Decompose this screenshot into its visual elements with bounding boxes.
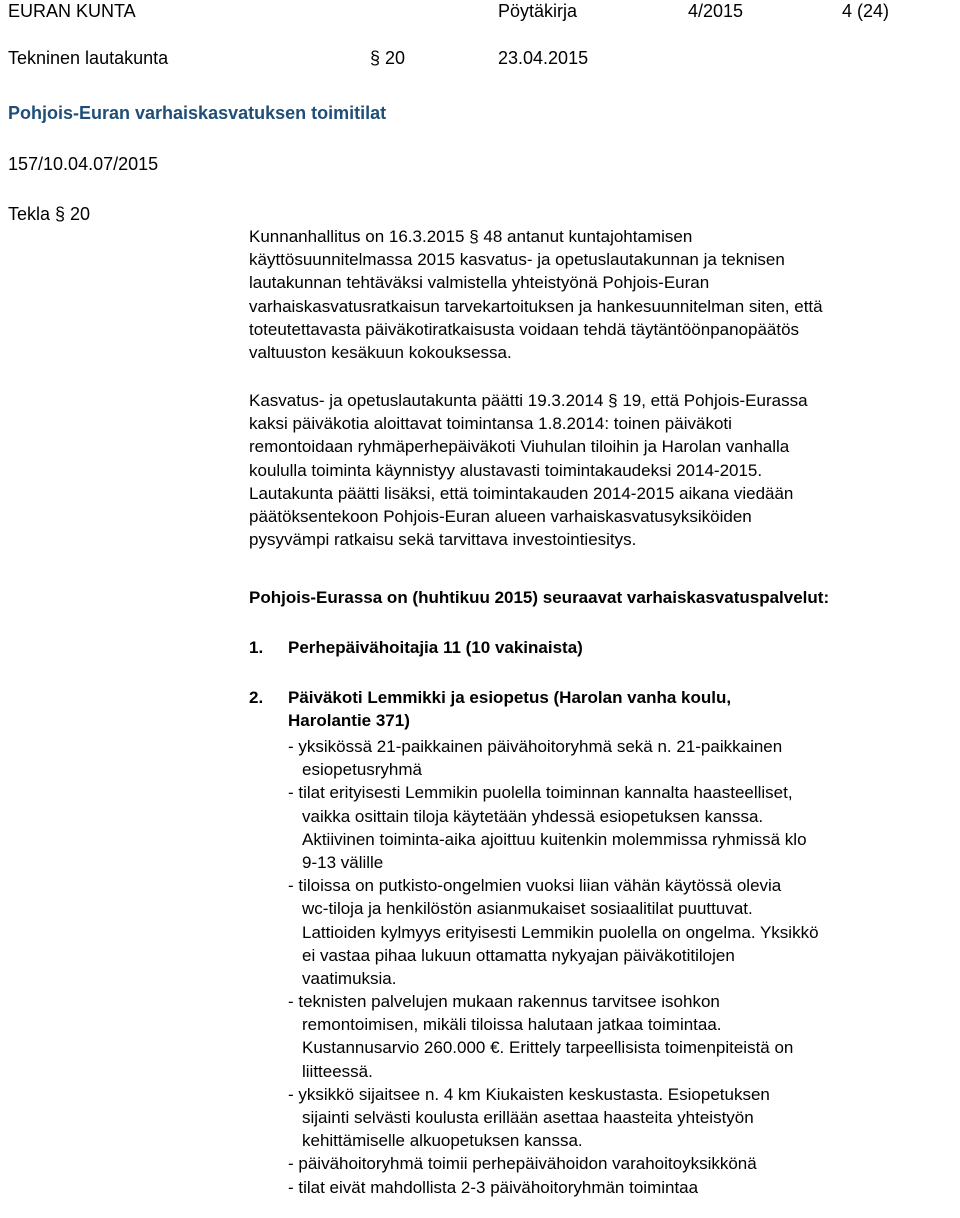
detail-line: Lattioiden kylmyys erityisesti Lemmikin puolella on ongelma. Yksikkö — [302, 922, 819, 942]
list-number-1: 1. — [249, 638, 264, 657]
text-line: varhaiskasvatusratkaisun tarvekartoituksen ja hankesuunnitelman siten, että — [249, 296, 823, 316]
text-line: remontoidaan ryhmäperhepäiväkoti Viuhulan tiloihin ja Harolan vanhalla — [249, 437, 790, 457]
detail-line: liitteessä. — [302, 1061, 373, 1081]
tekla-section: Tekla § 20 — [8, 204, 91, 224]
meeting-date: 23.04.2015 — [498, 48, 589, 68]
list-item-1: Perhepäivähoitajia 11 (10 vakinaista) — [288, 638, 583, 657]
doc-number: 4/2015 — [688, 1, 744, 21]
detail-line: - yksikössä 21-paikkainen päivähoitoryhmä sekä n. 21-paikkainen — [288, 737, 783, 756]
list-item-2-details — [288, 735, 819, 1199]
section-number: § 20 — [370, 48, 406, 68]
text-line: Kunnanhallitus on 16.3.2015 § 48 antanut kuntajohtamisen — [249, 227, 693, 246]
text-line: päätöksentekoon Pohjois-Euran alueen varhaiskasvatusyksiköiden — [249, 506, 752, 526]
list-item-title-line: Harolantie 371) — [288, 711, 410, 731]
detail-line: Aktiivinen toiminta-aika ajoittuu kuitenkin molemmissa ryhmissä klo — [302, 829, 807, 849]
committee-name: Tekninen lautakunta — [8, 48, 169, 68]
detail-line: - päivähoitoryhmä toimii perhepäivähoidon varahoitoyksikkönä — [288, 1154, 757, 1174]
text-line: valtuuston kesäkuun kokouksessa. — [249, 342, 512, 362]
paragraph-1 — [249, 225, 954, 364]
detail-line: 9-13 välille — [302, 852, 384, 872]
page-number: 4 (24) — [842, 1, 890, 21]
detail-line: - yksikkö sijaitsee n. 4 km Kiukaisten keskustasta. Esiopetuksen — [288, 1084, 770, 1104]
services-heading: Pohjois-Eurassa on (huhtikuu 2015) seuraavat varhaiskasvatuspalvelut: — [249, 588, 830, 607]
detail-line: - tiloissa on putkisto-ongelmien vuoksi liian vähän käytössä olevia — [288, 876, 782, 896]
list-item-title-line: Päiväkoti Lemmikki ja esiopetus (Harolan vanha koulu, — [288, 688, 732, 707]
detail-line: kehittämiselle alkuopetuksen kanssa. — [302, 1131, 583, 1151]
detail-line: wc-tiloja ja henkilöstön asianmukaiset sosiaalitilat puuttuvat. — [302, 899, 753, 919]
detail-line: sijainti selvästi koulusta erillään asettaa haasteita yhteistyön — [302, 1108, 754, 1127]
text-line: koululla toiminta käynnistyy alustavasti toimintakaudeksi 2014-2015. — [249, 460, 763, 480]
text-line: käyttösuunnitelmassa 2015 kasvatus- ja opetuslautakunnan ja teknisen — [249, 250, 785, 270]
org-name: EURAN KUNTA — [8, 1, 136, 21]
detail-line: vaatimuksia. — [302, 968, 397, 988]
text-line: kaksi päiväkotia aloittavat toimintansa 1.8.2014: toinen päiväkoti — [249, 414, 732, 434]
detail-line: Kustannusarvio 260.000 €. Erittely tarpeellisista toimenpiteistä on — [302, 1038, 794, 1058]
detail-line: - teknisten palvelujen mukaan rakennus tarvitsee isohkon — [288, 992, 720, 1012]
detail-line: vaikka osittain tiloja käytetään yhdessä esiopetuksen kanssa. — [302, 806, 764, 826]
paragraph-2 — [249, 389, 954, 551]
text-line: Lautakunta päätti lisäksi, että toimintakauden 2014-2015 aikana viedään — [249, 483, 794, 503]
doc-type: Pöytäkirja — [498, 1, 578, 21]
text-line: toteutettavasta päiväkotiratkaisusta voidaan tehdä täytäntöönpanopäätös — [249, 319, 800, 339]
text-line: Kasvatus- ja opetuslautakunta päätti 19.3.2014 § 19, että Pohjois-Eurassa — [249, 391, 808, 410]
text-line: pysyvämpi ratkaisu sekä tarvittava investointiesitys. — [249, 530, 637, 550]
detail-line: - tilat eivät mahdollista 2-3 päivähoitoryhmän toimintaa — [288, 1177, 699, 1197]
page-title: Pohjois-Euran varhaiskasvatuksen toimitilat — [8, 103, 387, 123]
detail-line: remontoimisen, mikäli tiloissa halutaan jatkaa toimintaa. — [302, 1015, 722, 1035]
detail-line: esiopetusryhmä — [302, 760, 423, 780]
detail-line: - tilat erityisesti Lemmikin puolella toiminnan kannalta haasteelliset, — [288, 783, 793, 803]
list-item-2-title — [288, 686, 731, 732]
text-line: lautakunnan tehtäväksi valmistella yhteistyönä Pohjois-Euran — [249, 273, 710, 293]
list-number-2: 2. — [249, 688, 264, 707]
detail-line: ei vastaa pihaa lukuun ottamatta nykyajan päiväkotitilojen — [302, 945, 735, 965]
reference-number: 157/10.04.07/2015 — [8, 154, 159, 174]
